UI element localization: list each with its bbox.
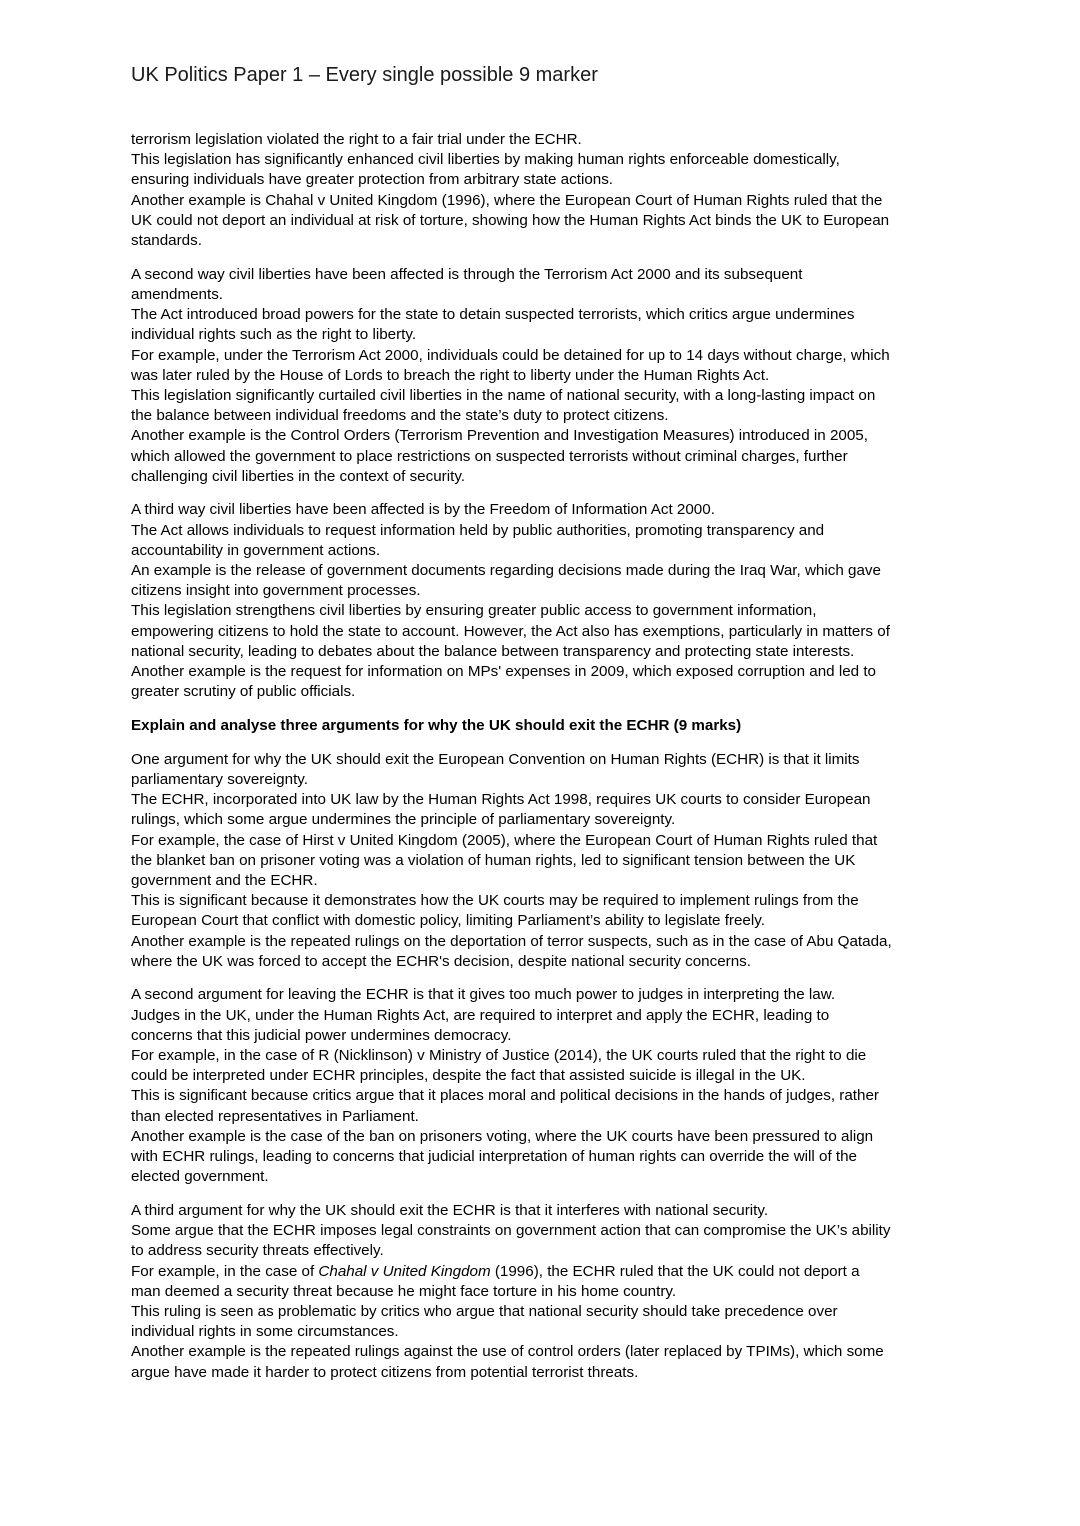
text-line: This legislation has significantly enhanced civil liberties by making human rights enforceable domestically, <box>131 151 840 169</box>
text-line: which allowed the government to place restrictions on suspected terrorists without criminal charges, further <box>131 447 848 465</box>
text-line: For example, in the case of R (Nicklinson) v Ministry of Justice (2014), the UK courts ruled that the right to die <box>131 1047 867 1065</box>
text-line: challenging civil liberties in the context of security. <box>131 467 466 485</box>
text-line: Another example is the request for information on MPs' expenses in 2009, which exposed corruption and led to <box>131 663 876 681</box>
text-line: rulings, which some argue undermines the principle of parliamentary sovereignty. <box>131 811 676 829</box>
paragraph <box>131 750 953 972</box>
text-line: than elected representatives in Parliament. <box>131 1107 419 1125</box>
text-line: empowering citizens to hold the state to account. However, the Act also has exemptions, particularly in matters of <box>131 622 890 640</box>
text-line: was later ruled by the House of Lords to breach the right to liberty under the Human Rights Act. <box>131 366 770 384</box>
text-segment: (1996), the ECHR ruled that the UK could not deport a <box>490 1262 860 1280</box>
case-name-italic: Chahal v United Kingdom <box>318 1262 491 1280</box>
text-line: with ECHR rulings, leading to concerns that judicial interpretation of human rights can override the will of the <box>131 1148 857 1166</box>
text-line: This legislation significantly curtailed civil liberties in the name of national security, with a long-lasting impact on <box>131 386 876 404</box>
text-line: A second way civil liberties have been affected is through the Terrorism Act 2000 and its subsequent <box>131 265 803 283</box>
text-line: ensuring individuals have greater protection from arbitrary state actions. <box>131 171 614 189</box>
paragraph <box>131 985 953 1187</box>
text-line: This is significant because it demonstrates how the UK courts may be required to implement rulings from the <box>131 892 859 910</box>
text-line: to address security threats effectively. <box>131 1242 384 1260</box>
text-line <box>131 1262 953 1282</box>
text-line: citizens insight into government processes. <box>131 582 421 600</box>
text-line: This ruling is seen as problematic by critics who argue that national security should take precedence over <box>131 1302 838 1320</box>
text-line: elected government. <box>131 1168 269 1186</box>
text-line: individual rights such as the right to liberty. <box>131 326 417 344</box>
text-line: could be interpreted under ECHR principles, despite the fact that assisted suicide is illegal in the UK. <box>131 1067 806 1085</box>
text-line: An example is the release of government documents regarding decisions made during the Iraq War, which gave <box>131 562 881 580</box>
text-line: Explain and analyse three arguments for why the UK should exit the ECHR (9 marks) <box>131 716 742 734</box>
text-line: Another example is the repeated rulings against the use of control orders (later replaced by TPIMs), which some <box>131 1343 884 1361</box>
text-line: The Act allows individuals to request information held by public authorities, promoting transparency and <box>131 521 825 539</box>
text-line: individual rights in some circumstances. <box>131 1323 399 1341</box>
text-line: government and the ECHR. <box>131 871 318 889</box>
text-line: Another example is Chahal v United Kingdom (1996), where the European Court of Human Rights ruled that the <box>131 191 883 209</box>
text-line: This legislation strengthens civil liberties by ensuring greater public access to government information, <box>131 602 817 620</box>
text-line: The Act introduced broad powers for the state to detain suspected terrorists, which critics argue undermines <box>131 306 855 324</box>
text-line: For example, the case of Hirst v United Kingdom (2005), where the European Court of Human Rights ruled that <box>131 831 878 849</box>
text-line: the blanket ban on prisoner voting was a violation of human rights, led to significant tension between the UK <box>131 851 856 869</box>
paragraph <box>131 265 953 487</box>
text-line: Another example is the case of the ban on prisoners voting, where the UK courts have been pressured to align <box>131 1127 874 1145</box>
document-body <box>131 130 953 1396</box>
paragraph <box>131 1201 953 1383</box>
text-line: standards. <box>131 232 202 250</box>
text-line: A third way civil liberties have been affected is by the Freedom of Information Act 2000. <box>131 501 715 519</box>
text-line: argue have made it harder to protect citizens from potential terrorist threats. <box>131 1363 639 1381</box>
section-heading <box>131 716 953 736</box>
text-line: This is significant because critics argue that it places moral and political decisions in the hands of judges, rather <box>131 1087 879 1105</box>
text-line: A third argument for why the UK should exit the ECHR is that it interferes with national security. <box>131 1201 769 1219</box>
text-line: accountability in government actions. <box>131 541 381 559</box>
text-line: UK could not deport an individual at risk of torture, showing how the Human Rights Act binds the UK to European <box>131 211 890 229</box>
text-line: greater scrutiny of public officials. <box>131 683 356 701</box>
text-line: A second argument for leaving the ECHR is that it gives too much power to judges in interpreting the law. <box>131 986 836 1004</box>
text-line: where the UK was forced to accept the ECHR's decision, despite national security concerns. <box>131 952 751 970</box>
text-line: The ECHR, incorporated into UK law by the Human Rights Act 1998, requires UK courts to consider European <box>131 791 871 809</box>
text-line: One argument for why the UK should exit the European Convention on Human Rights (ECHR) is that it limits <box>131 750 860 768</box>
text-line: Another example is the repeated rulings on the deportation of terror suspects, such as in the case of Abu Qatada, <box>131 932 892 950</box>
paragraph <box>131 130 953 251</box>
text-line: amendments. <box>131 285 224 303</box>
text-line: Another example is the Control Orders (Terrorism Prevention and Investigation Measures) introduced in 2005, <box>131 427 868 445</box>
text-line: terrorism legislation violated the right to a fair trial under the ECHR. <box>131 131 582 148</box>
text-line: Some argue that the ECHR imposes legal constraints on government action that can compromise the UK’s ability <box>131 1222 891 1240</box>
text-line: Judges in the UK, under the Human Rights Act, are required to interpret and apply the ECHR, leading to <box>131 1006 830 1024</box>
text-line: European Court that conflict with domestic policy, limiting Parliament’s ability to legislate freely. <box>131 912 765 930</box>
text-line: national security, leading to debates about the balance between transparency and protecting state interests. <box>131 642 855 660</box>
text-line: concerns that this judicial power undermines democracy. <box>131 1026 512 1044</box>
text-line: the balance between individual freedoms and the state’s duty to protect citizens. <box>131 407 669 425</box>
paragraph <box>131 500 953 702</box>
text-segment: For example, in the case of <box>131 1262 319 1280</box>
text-line: For example, under the Terrorism Act 2000, individuals could be detained for up to 14 days without charge, which <box>131 346 890 364</box>
text-line: man deemed a security threat because he might face torture in his home country. <box>131 1282 677 1300</box>
page-title: UK Politics Paper 1 – Every single possible 9 marker <box>131 64 598 86</box>
text-line: parliamentary sovereignty. <box>131 770 308 788</box>
